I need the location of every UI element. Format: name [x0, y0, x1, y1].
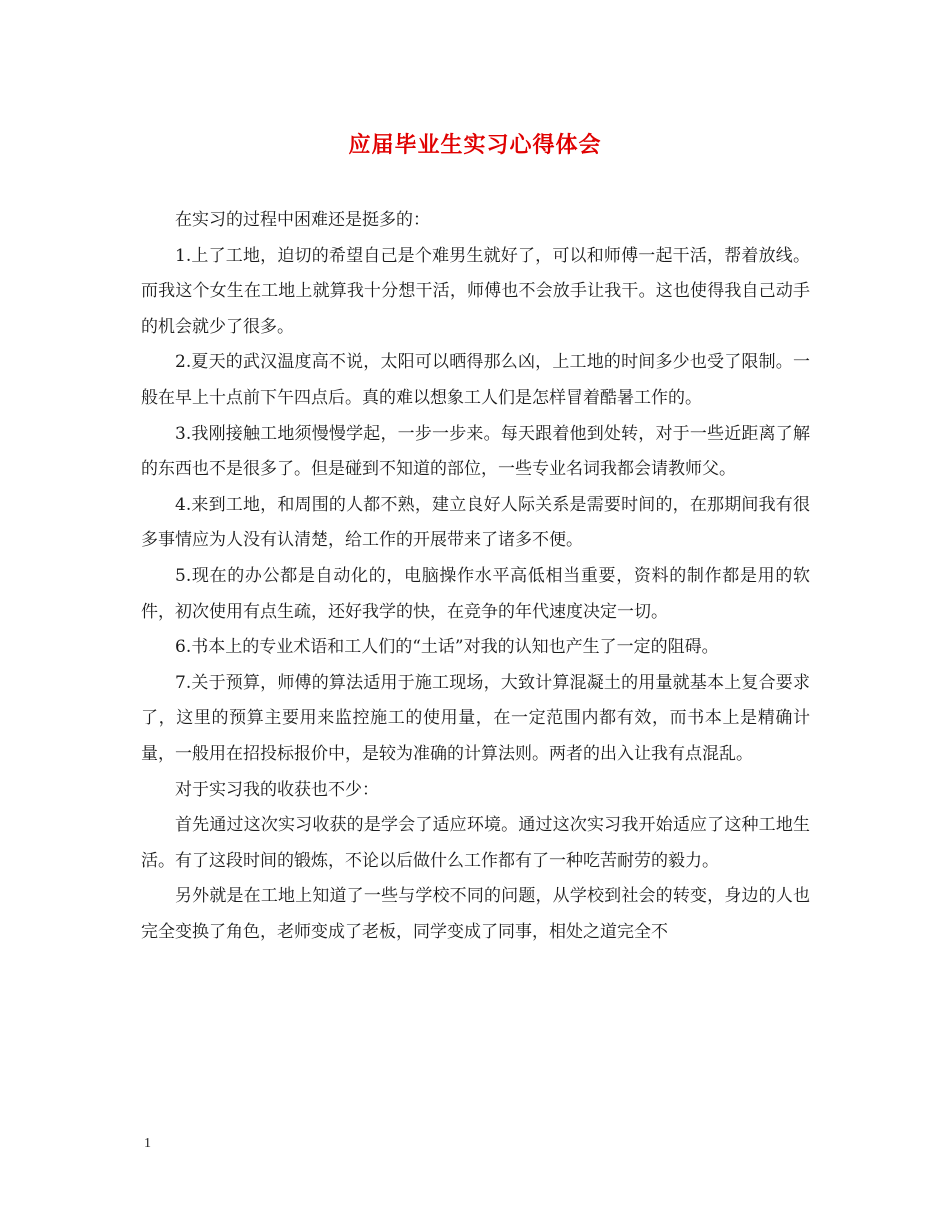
paragraph: 4.来到工地，和周围的人都不熟，建立良好人际关系是需要时间的，在那期间我有很多事情应为人没有认清楚，给工作的开展带来了诸多不便。 — [141, 494, 810, 551]
paragraph: 5.现在的办公都是自动化的，电脑操作水平高低相当重要，资料的制作都是用的软件，初次使用有点生疏，还好我学的快，在竞争的年代速度决定一切。 — [141, 565, 810, 622]
paragraph: 1.上了工地，迫切的希望自己是个难男生就好了，可以和师傅一起干活，帮着放线。而我这个女生在工地上就算我十分想干活，师傅也不会放手让我干。这也使得我自己动手的机会就少了很多。 — [141, 245, 810, 337]
paragraph: 在实习的过程中困难还是挺多的： — [175, 210, 430, 230]
paragraph: 对于实习我的收获也不少： — [175, 779, 379, 800]
page-number: 1 — [144, 1136, 151, 1151]
paragraph: 3.我刚接触工地须慢慢学起，一步一步来。每天跟着他到处转，对于一些近距离了解的东西也不是很多了。但是碰到不知道的部位，一些专业名词我都会请教师父。 — [141, 423, 810, 480]
document-body — [141, 203, 810, 950]
paragraph: 首先通过这次实习收获的是学会了适应环境。通过这次实习我开始适应了这种工地生活。有了这段时间的锻炼，不论以后做什么工作都有了一种吃苦耐劳的毅力。 — [141, 815, 810, 871]
document-title: 应届毕业生实习心得体会 — [348, 132, 602, 158]
paragraph: 另外就是在工地上知道了一些与学校不同的问题，从学校到社会的转变，身边的人也完全变换了角色，老师变成了老板，同学变成了同事，相处之道完全不 — [141, 886, 810, 942]
paragraph: 7.关于预算，师傅的算法适用于施工现场，大致计算混凝土的用量就基本上复合要求了，这里的预算主要用来监控施工的使用量，在一定范围内都有效，而书本上是精确计量，一般用在招投标报价中，是较为准确的计算法则。两者的出入让我有点混乱。 — [141, 672, 810, 764]
paragraph: 2.夏天的武汉温度高不说，太阳可以晒得那么凶，上工地的时间多少也受了限制。一般在早上十点前下午四点后。真的难以想象工人们是怎样冒着酷暑工作的。 — [141, 352, 810, 408]
paragraph: 6.书本上的专业术语和工人们的“土话”对我的认知也产生了一定的阻碍。 — [175, 637, 719, 658]
